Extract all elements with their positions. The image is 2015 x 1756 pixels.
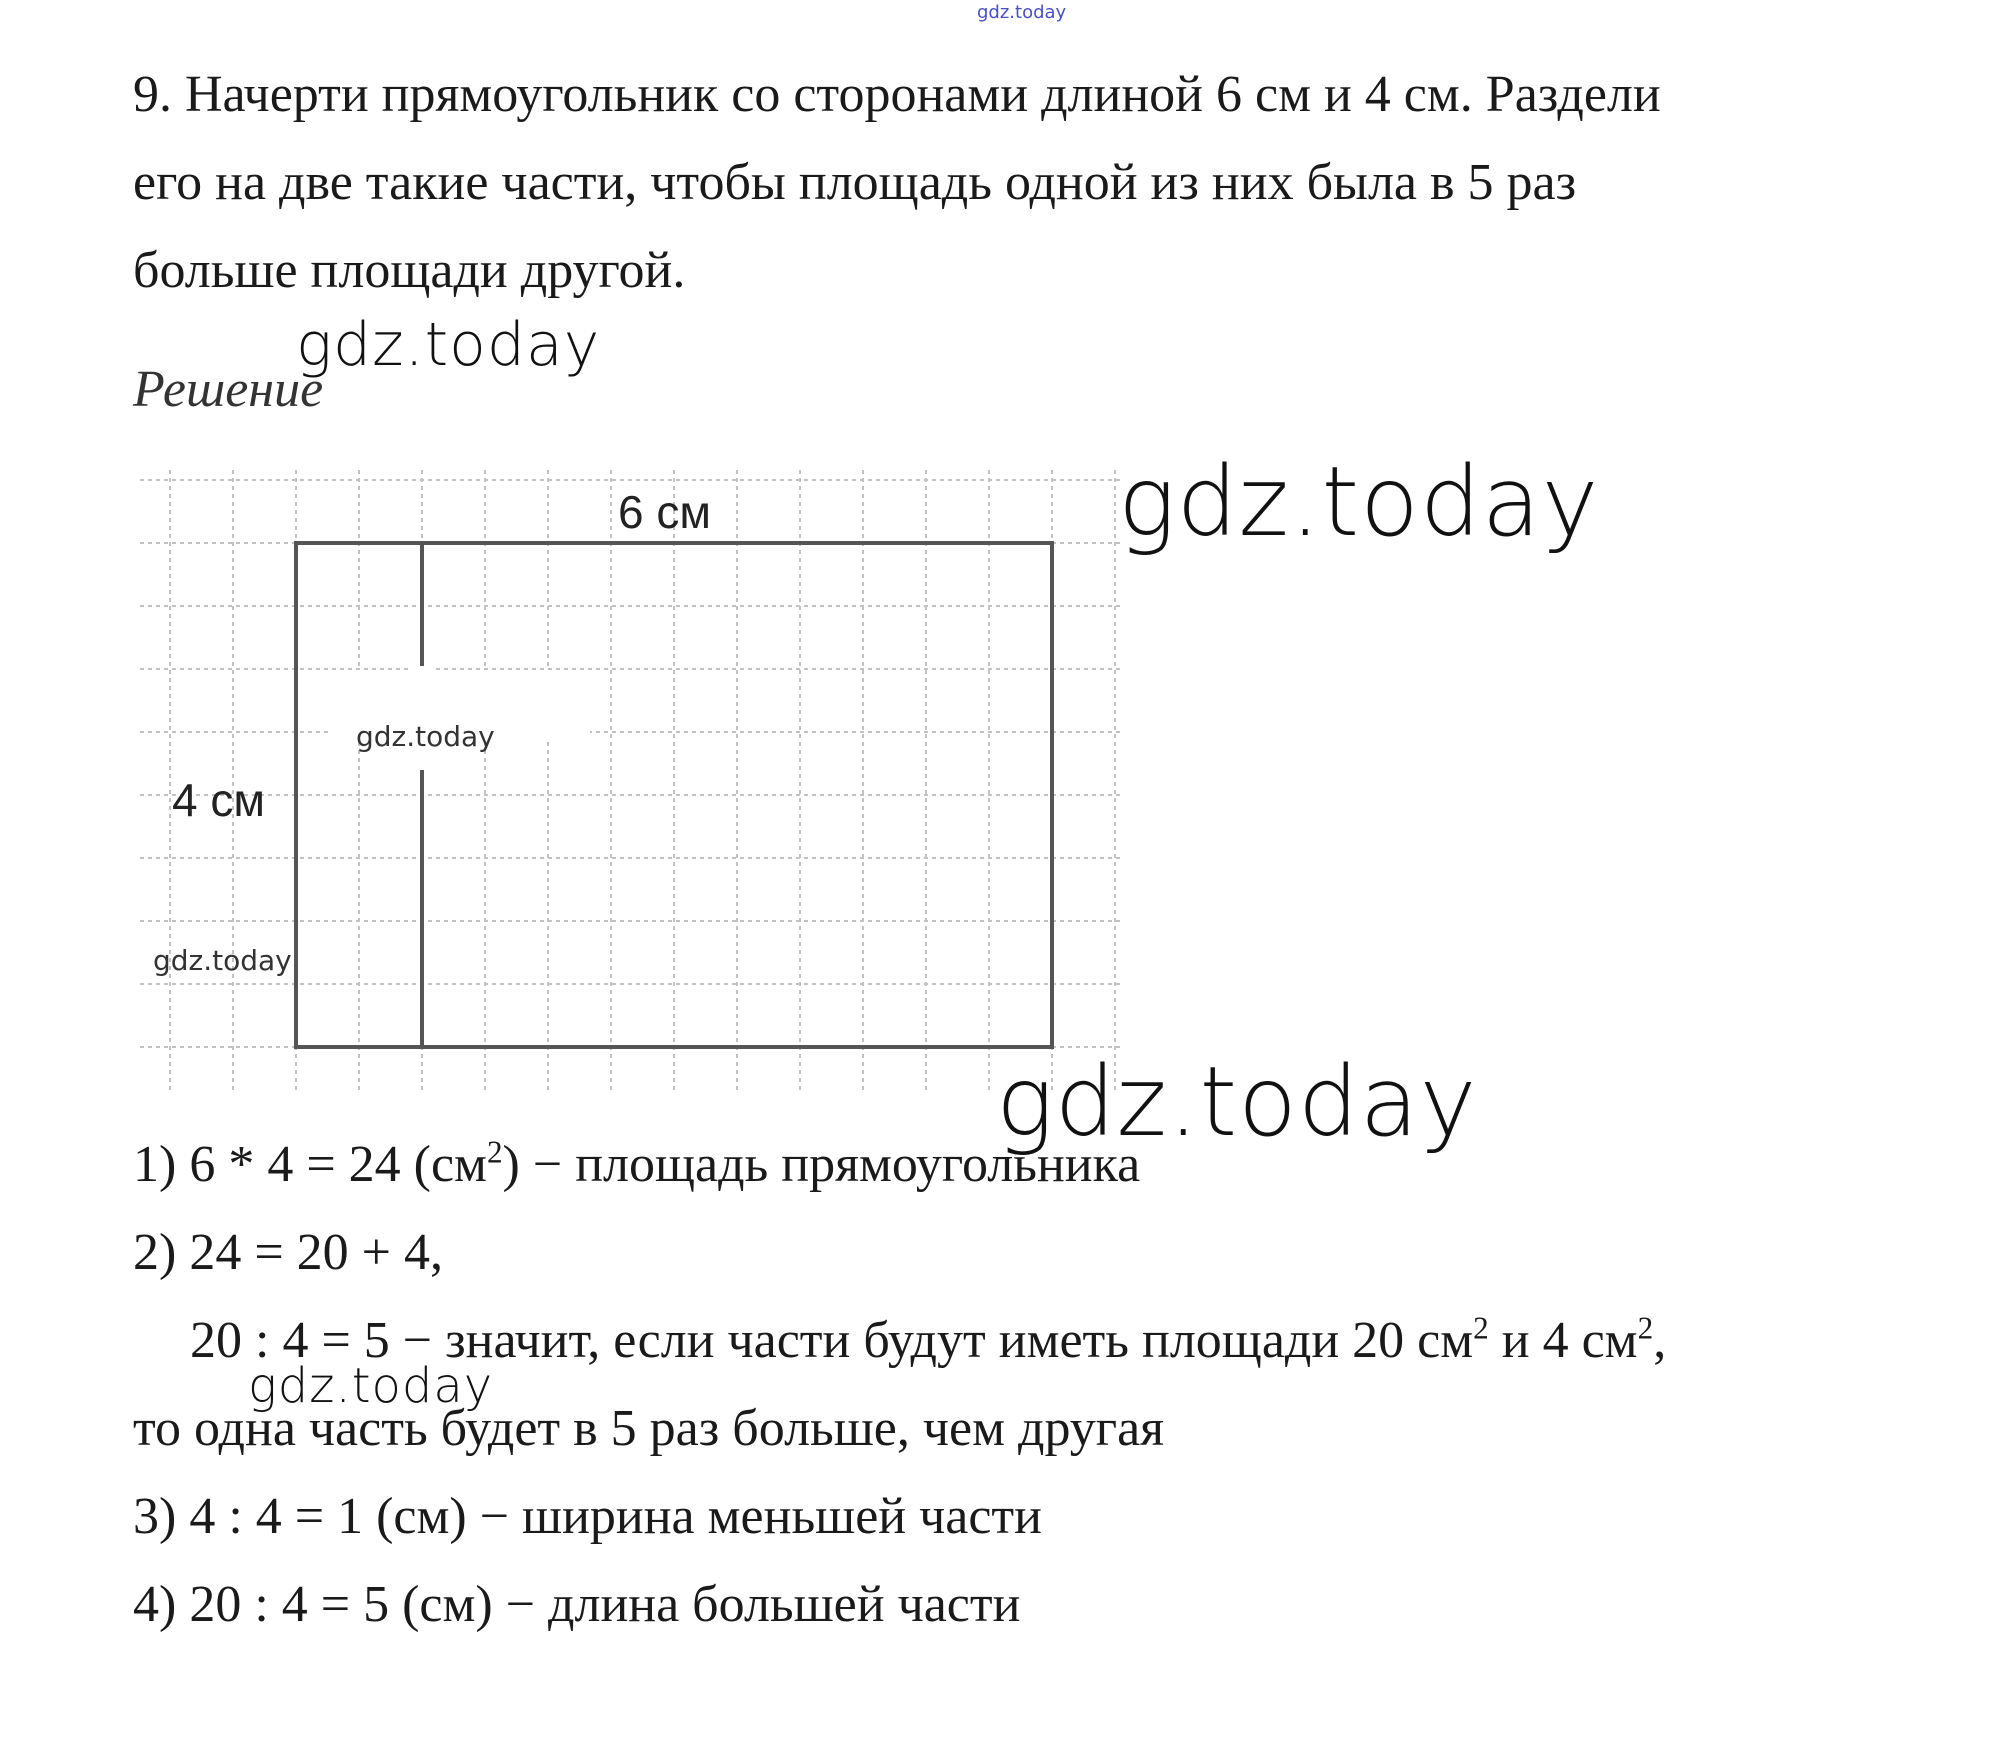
watermark-top: gdz.today <box>977 2 1067 23</box>
step-3: 3) 4 : 4 = 1 (см) − ширина меньшей части <box>133 1488 1042 1545</box>
problem-line-2: его на две такие части, чтобы площадь одной из них была в 5 раз <box>133 154 1577 211</box>
watermark-left-diagram: gdz.today <box>153 944 292 977</box>
problem-line-3: больше площади другой. <box>133 242 686 299</box>
watermark-medium: gdz.today <box>296 310 601 380</box>
step-1-pre: 1) 6 * 4 = 24 (см <box>133 1136 487 1193</box>
watermark-large-right: gdz.today <box>1118 446 1600 558</box>
divider-gap <box>412 666 432 770</box>
left-side-label: 4 см <box>172 774 265 826</box>
main-rectangle <box>296 543 1052 1047</box>
top-side-label: 6 см <box>618 486 711 538</box>
step-2: 2) 24 = 20 + 4, <box>133 1224 443 1281</box>
problem-line-1: 9. Начерти прямоугольник со сторонами длиной 6 см и 4 см. Раздели <box>133 66 1661 123</box>
solution-label: Решение <box>133 361 324 418</box>
watermark-lower-left: gdz.today <box>248 1358 494 1414</box>
rectangle-diagram <box>140 470 1120 1090</box>
watermark-bottom-right: gdz.today <box>996 1046 1478 1158</box>
watermark-inside-diagram: gdz.today <box>356 720 495 753</box>
grid <box>140 470 1120 1090</box>
step-2-conclusion: то одна часть будет в 5 раз больше, чем другая <box>133 1400 1165 1457</box>
step-1-post: ) − площадь прямоугольника <box>502 1136 1141 1193</box>
step-2-exp-sup-1: 2 <box>1473 1310 1489 1346</box>
step-1 <box>133 1134 1140 1196</box>
step-2-exp-mid: и 4 см <box>1488 1312 1638 1369</box>
step-4: 4) 20 : 4 = 5 (см) − длина большей части <box>133 1576 1021 1633</box>
step-2-exp-pre: 20 : 4 = 5 − значит, если части будут иметь площади 20 см <box>190 1312 1474 1369</box>
step-2-exp-sup-2: 2 <box>1637 1310 1654 1346</box>
step-1-sup: 2 <box>486 1134 503 1170</box>
step-2-exp-post: , <box>1653 1312 1667 1369</box>
